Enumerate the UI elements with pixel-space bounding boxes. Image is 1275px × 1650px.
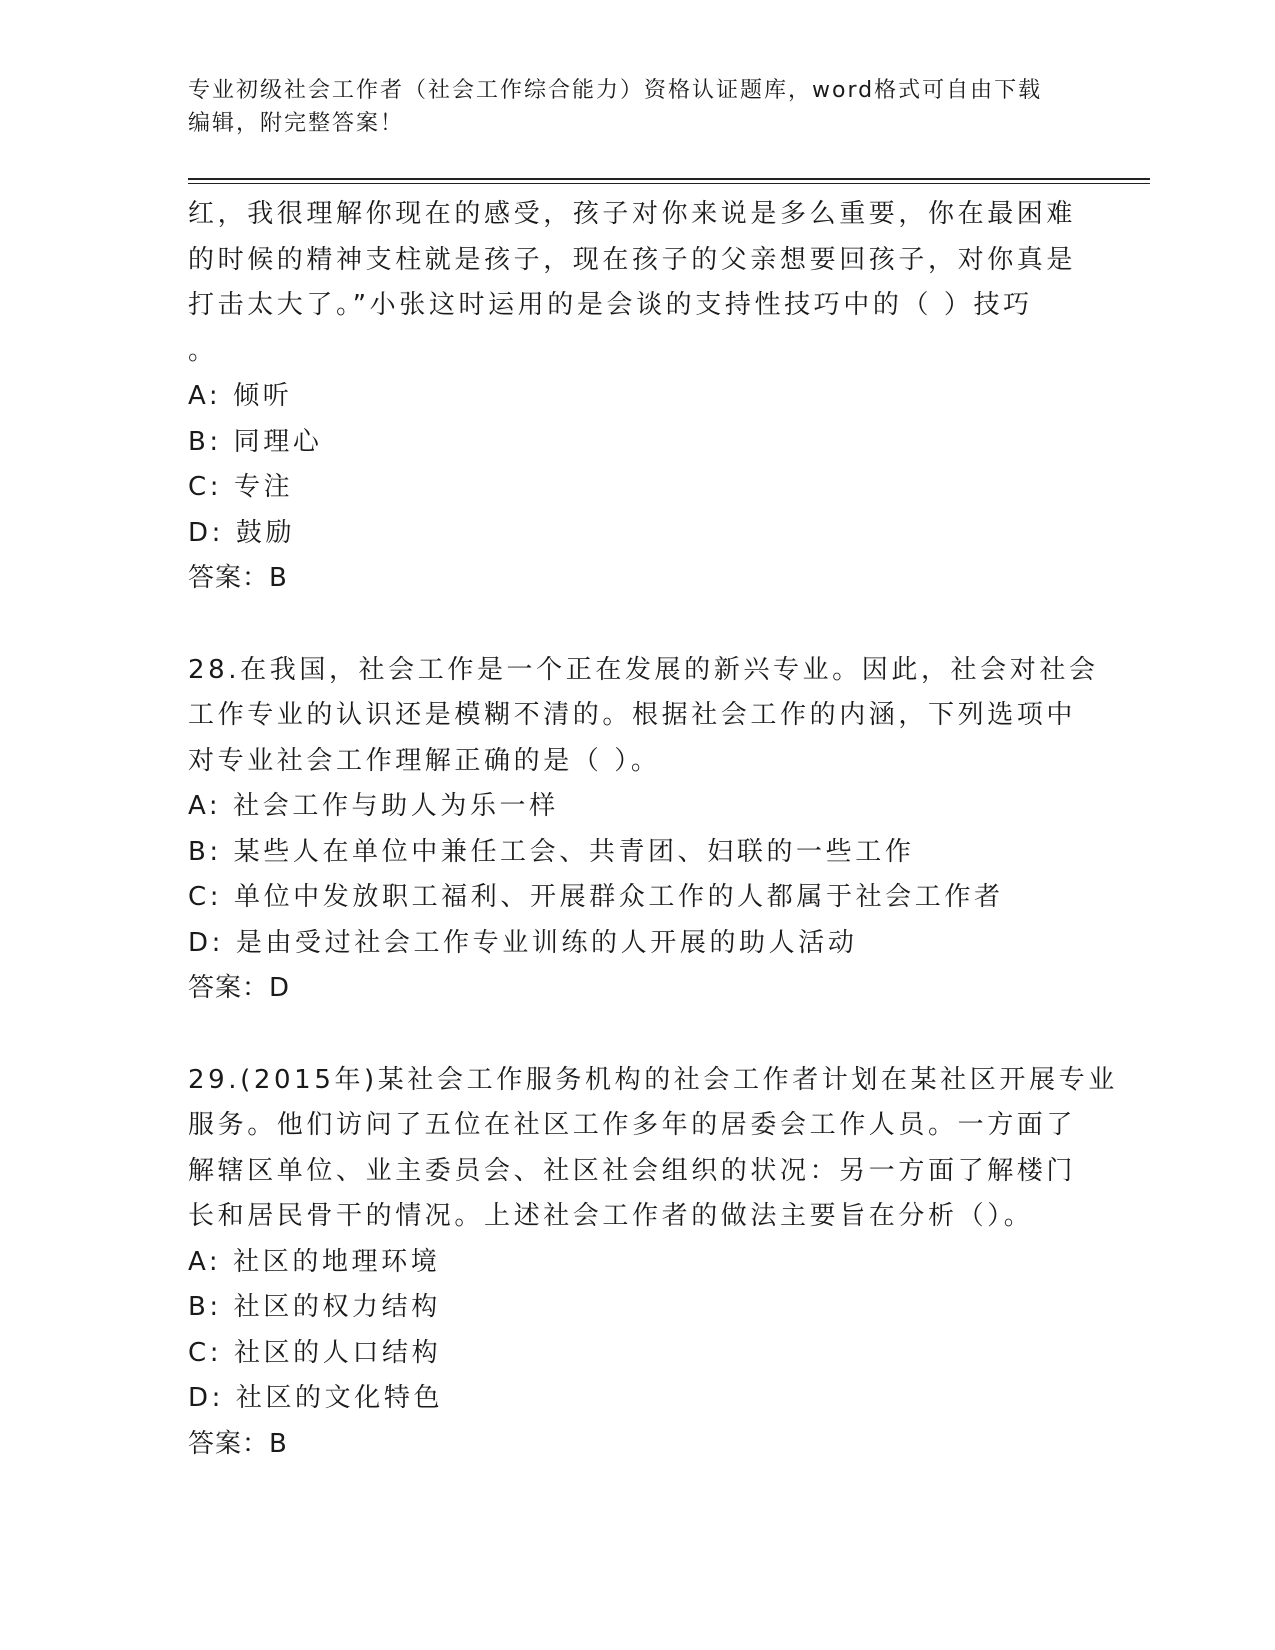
header-divider-thin <box>188 183 1150 184</box>
option-c: C: 专注 <box>188 472 294 502</box>
question-27 <box>188 192 1088 602</box>
option-d: D: 鼓励 <box>188 517 296 548</box>
answer-label: 答案：D <box>188 973 291 1003</box>
option-a: A: 社会工作与助人为乐一样 <box>188 791 559 821</box>
option-a: A: 社区的地理环境 <box>188 1246 441 1277</box>
option-d: D: 是由受过社会工作专业训练的人开展的助人活动 <box>188 927 858 958</box>
question-text-line: 解辖区单位、业主委员会、社区社会组织的状况：另一方面了解楼门 <box>188 1155 1077 1186</box>
option-a: A: 倾听 <box>188 381 293 411</box>
option-c: C: 单位中发放职工福利、开展群众工作的人都属于社会工作者 <box>188 882 1004 912</box>
option-b: B: 某些人在单位中兼任工会、共青团、妇联的一些工作 <box>188 836 915 867</box>
answer-label: 答案：B <box>188 1428 288 1459</box>
question-text-line: 工作专业的认识还是模糊不清的。根据社会工作的内涵，下列选项中 <box>188 700 1077 730</box>
question-text-line: 对专业社会工作理解正确的是（ ）。 <box>188 745 661 776</box>
question-text-line: 的时候的精神支柱就是孩子，现在孩子的父亲想要回孩子，对你真是 <box>188 244 1077 275</box>
answer-label: 答案：B <box>188 563 288 593</box>
header-line-1: 专业初级社会工作者（社会工作综合能力）资格认证题库，word格式可自由下载 <box>188 78 1043 103</box>
option-b: B: 同理心 <box>188 426 323 457</box>
question-text-line: 长和居民骨干的情况。上述社会工作者的做法主要旨在分析（）。 <box>188 1201 1034 1231</box>
question-text-line: 28.在我国，社会工作是一个正在发展的新兴专业。因此，社会对社会 <box>188 654 1099 685</box>
option-c: C: 社区的人口结构 <box>188 1337 442 1368</box>
spacer <box>188 602 1088 648</box>
question-29 <box>188 1058 1118 1468</box>
question-text-line: 红，我很理解你现在的感受，孩子对你来说是多么重要，你在最困难 <box>188 199 1077 229</box>
question-text-line: 服务。他们访问了五位在社区工作多年的居委会工作人员。一方面了 <box>188 1110 1077 1140</box>
spacer <box>188 1012 1088 1058</box>
header-divider-thick <box>188 178 1150 180</box>
page-header <box>188 74 1088 140</box>
option-b: B: 社区的权力结构 <box>188 1292 441 1322</box>
question-28 <box>188 648 1099 1012</box>
question-text-line: 。 <box>188 335 218 366</box>
option-d: D: 社区的文化特色 <box>188 1383 444 1413</box>
header-line-2: 编辑，附完整答案！ <box>188 111 405 136</box>
question-text-line: 打击太大了。”小张这时运用的是会谈的支持性技巧中的（ ）技巧 <box>188 290 1033 320</box>
document-body <box>188 192 1118 1467</box>
question-text-line: 29.(2015年)某社会工作服务机构的社会工作者计划在某社区开展专业 <box>188 1064 1118 1095</box>
